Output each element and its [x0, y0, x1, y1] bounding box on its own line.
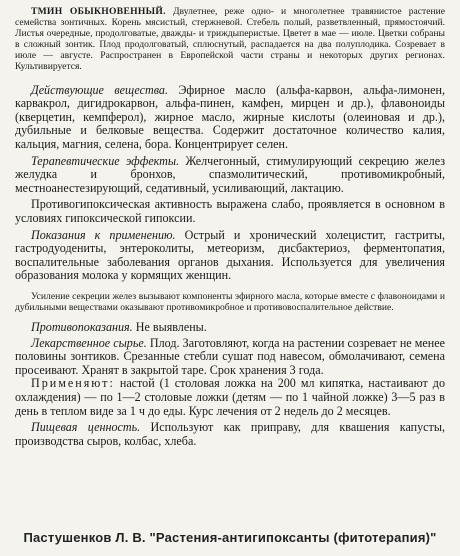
active-substances-label: Действующие вещества.	[31, 82, 168, 97]
secretion-note-text: Усиление секреции желез вызывают компоненты эфирного масла, которые вместе с флавоноидами и дубильными веществами оказывают противомикробное и противовоспалительное действие.	[15, 290, 445, 313]
raw-material-label: Лекарственное сырье.	[31, 335, 147, 350]
plant-title: ТМИН ОБЫКНОВЕННЫЙ.	[31, 6, 166, 17]
contraindications-label: Противопоказания.	[31, 320, 133, 335]
therapeutic-effects-label: Терапевтические эффекты.	[31, 153, 180, 168]
usage-paragraph	[15, 377, 445, 418]
usage-label: Применяют:	[31, 376, 115, 391]
raw-material-text: Плод. Заготовляют, когда на растении созревает не менее половины зонтиков. Срезанные стебли сушат под навесом, обмолачивают, семена просеивают. Хранят в закрытой таре. Срок хранения 3 года.	[15, 335, 446, 377]
source-caption: Пастушенков Л. В. "Растения-антигипоксанты (фитотерапия)"	[23, 530, 437, 545]
active-substances-paragraph	[15, 84, 445, 152]
usage-text: настой (1 столовая ложка на 200 мл кипятка, настаивают до охлаждения) — по 1—2 столовые ложки (детям — по 1 чайной ложке) 3—5 раз в день в теплом виде за 1 ч до еды. Курс лечения от 2 недель до 2 месяцев.	[15, 376, 445, 418]
page-content	[15, 6, 445, 448]
secretion-note-paragraph	[15, 291, 445, 313]
contraindications-text: Не выявлены.	[135, 320, 207, 335]
antihypoxic-paragraph	[15, 198, 445, 225]
food-value-paragraph	[15, 421, 445, 448]
therapeutic-effects-paragraph	[15, 155, 445, 196]
therapeutic-effects-text: Желчегонный, стимулирующий секрецию желез желудка и бронхов, спазмолитический, противомикробный, местноанестезирующий, седативный, усиливающий, лактацию.	[15, 153, 445, 195]
description-text: Двулетнее, реже одно- и многолетнее травянистое растение семейства зонтичных. Корень мясистый, стержневой. Стебель полый, разветвленный, прямостоячий. Листья очередные, продолговатые, дважды- и триждыперистые. Цветет в мае — июле. Цветки собраны в сложный зонтик. Плод продолговатый, сплюснутый, распадается на два полуплодика. Созревает в июле — августе. Распространен в Европейской части страны и некоторых других регионах. Культивируется.	[15, 6, 445, 73]
food-value-label: Пищевая ценность.	[31, 420, 141, 435]
contraindications-paragraph	[15, 321, 445, 335]
description-paragraph	[15, 6, 445, 73]
food-value-text: Используют как приправу, для квашения капусты, производства сыров, колбас, хлеба.	[15, 420, 445, 448]
indications-label: Показания к применению.	[31, 227, 176, 242]
indications-text: Острый и хронический холецистит, гастриты, гастродуодениты, энтероколиты, метеоризм, дисбактериоз, ферментопатия, воспалительные заболевания органов дыхания. Используется для увеличения образования молока у кормящих женщин.	[15, 227, 445, 283]
raw-material-paragraph	[15, 337, 445, 378]
indications-paragraph	[15, 229, 445, 283]
antihypoxic-text: Противогипоксическая активность выражена слабо, проявляется в основном в условиях гипоксической гипоксии.	[15, 197, 445, 225]
active-substances-text: Эфирное масло (альфа-карвон, альфа-лимонен, карвакрол, дигидрокарвон, альфа-пинен, камфен, мирцен и др.), флавоноиды (кверцетин, кемпферол), жирное масло, жирные кислоты (олеиновая и др.), дубильные и белковые вещества. Содержит достаточное количество калия, кальция, магния, селена, бора. Концентрирует селен.	[15, 82, 445, 151]
